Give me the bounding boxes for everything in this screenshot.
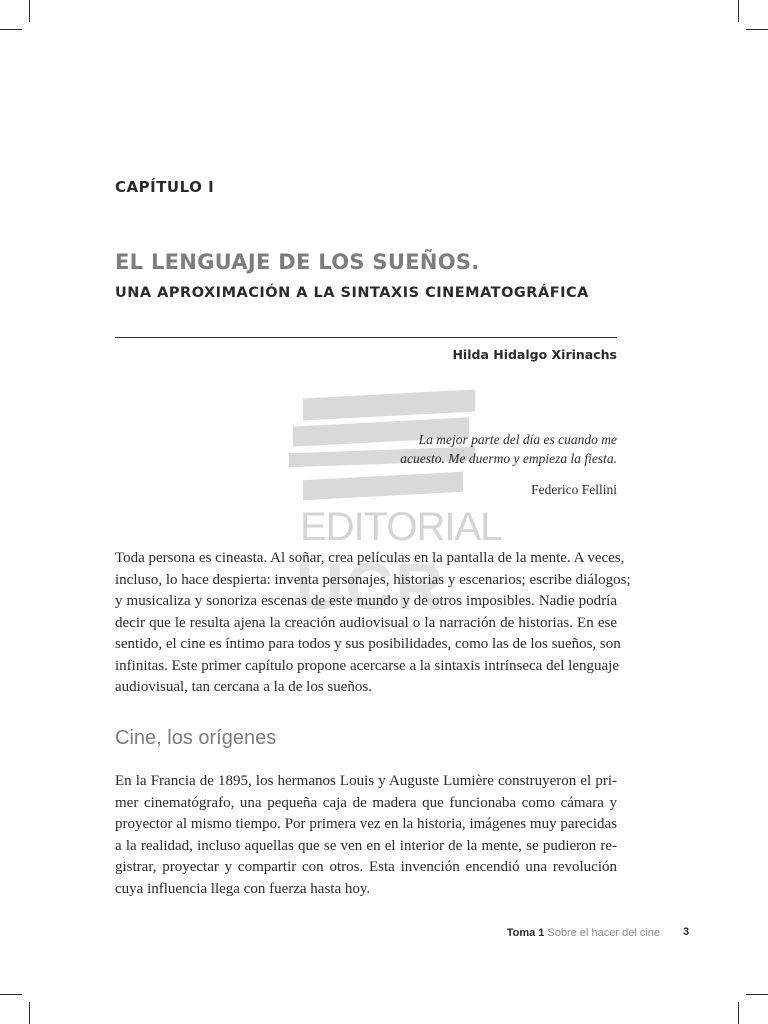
text-line: a la realidad, incluso aquellas que se ven en el interior de la mente, se pudieron re- xyxy=(115,837,617,854)
epigraph-line: acuesto. Me duermo y empieza la fiesta. xyxy=(400,451,617,466)
crop-mark-top-right-h xyxy=(746,29,768,30)
footer-book-title: Sobre el hacer del cine xyxy=(547,927,660,939)
text-line: decir que le resulta ajena la creación audiovisual o la narración de historias. En ese xyxy=(115,614,617,631)
crop-mark-bottom-right xyxy=(738,1002,739,1024)
text-line: proyector al mismo tiempo. Por primera vez en la historia, imágenes muy parecidas xyxy=(115,816,617,832)
text-line: sentido, el cine es íntimo para todos y sus posibilidades, como las de los sueños, son xyxy=(115,636,621,652)
text-line: audiovisual, tan cercana a la de los sueños. xyxy=(115,679,372,695)
title-divider xyxy=(115,337,617,338)
page-number: 3 xyxy=(683,926,690,938)
text-line: mer cinematógrafo, una pequeña caja de madera que funcionaba como cámara y xyxy=(115,794,617,811)
text-line: Toda persona es cineasta. Al soñar, crea películas en la pantalla de la mente. A veces, xyxy=(115,550,625,566)
text-line: cuya influencia llega con fuerza hasta hoy. xyxy=(115,880,371,897)
crop-mark-bottom-left xyxy=(29,1002,30,1024)
text-line: incluso, lo hace despierta: inventa personajes, historias y escenarios; escribe diálogos; xyxy=(115,571,631,588)
watermark-ucr-text: UCR xyxy=(296,549,445,623)
footer-volume: Toma 1 xyxy=(506,927,545,939)
text-line: gistrar, proyectar y compartir con otros. Esta invención encendió una revolución xyxy=(115,859,617,875)
running-footer xyxy=(507,927,660,939)
crop-mark-bottom-right-h xyxy=(746,994,768,995)
chapter-title: EL LENGUAJE DE LOS SUEÑOS. xyxy=(115,250,480,274)
chapter-subtitle: UNA APROXIMACIÓN A LA SINTAXIS CINEMATOGRÁFICA xyxy=(115,285,589,301)
crop-mark-bottom-left-h xyxy=(0,994,22,995)
watermark-stripe xyxy=(303,472,463,500)
author-name: Hilda Hidalgo Xirinachs xyxy=(452,347,617,362)
crop-mark-top-left xyxy=(29,0,30,22)
intro-paragraph xyxy=(115,548,631,699)
watermark-stripe xyxy=(303,389,475,420)
text-line: y musicaliza y sonoriza escenas de este mundo y de otros imposibles. Nadie podría xyxy=(115,593,617,609)
epigraph-attribution: Federico Fellini xyxy=(531,482,617,497)
section-paragraph xyxy=(115,771,617,900)
watermark-editorial-text: EDITORIAL xyxy=(300,505,502,549)
epigraph-line: La mejor parte del día es cuando me xyxy=(418,432,617,447)
chapter-label: CAPÍTULO I xyxy=(115,178,215,196)
crop-mark-top-left-h xyxy=(0,29,22,30)
text-line: En la Francia de 1895, los hermanos Louis y Auguste Lumière construyeron el pri- xyxy=(115,773,617,789)
text-line: infinitas. Este primer capítulo propone acercarse a la sintaxis intrínseca del lenguaje xyxy=(115,657,619,674)
crop-mark-top-right xyxy=(738,0,739,22)
section-heading: Cine, los orígenes xyxy=(115,727,277,749)
epigraph-quote xyxy=(287,430,617,468)
